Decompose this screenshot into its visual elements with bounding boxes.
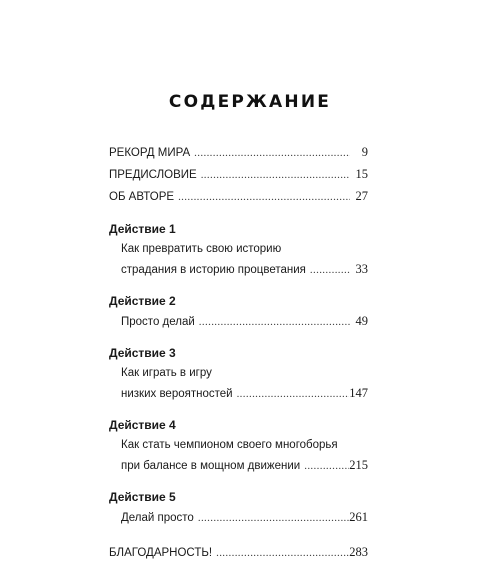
toc-entry-label: РЕКОРД МИРА — [109, 147, 191, 159]
dot-leader — [195, 312, 350, 332]
toc-entry-page: 49 — [355, 314, 368, 328]
table-of-contents — [109, 141, 368, 563]
act-line-text: Делай просто — [121, 512, 194, 524]
toc-act-3[interactable] — [109, 343, 368, 403]
toc-entry-page: 283 — [349, 545, 368, 559]
act-line — [109, 239, 368, 259]
toc-entry-page: 9 — [361, 145, 368, 159]
act-line-with-page — [109, 507, 368, 527]
dot-leader — [212, 542, 349, 564]
dot-leader — [197, 164, 350, 186]
toc-act-4[interactable] — [109, 415, 368, 475]
act-line-text: при балансе в мощном движении — [121, 460, 301, 472]
toc-entry-page: 27 — [355, 189, 368, 203]
page-title: СОДЕРЖАНИЕ — [168, 92, 332, 112]
act-line-text: Просто делай — [121, 316, 195, 328]
act-heading: Действие 4 — [109, 418, 176, 432]
act-heading: Действие 2 — [109, 294, 176, 308]
toc-entry-page: 261 — [349, 510, 368, 524]
dot-leader — [233, 384, 350, 404]
dot-leader — [306, 260, 350, 280]
toc-entry-page: 215 — [349, 458, 368, 472]
act-line — [109, 435, 368, 455]
toc-entry-preface[interactable] — [109, 163, 368, 185]
toc-entry-label: ПРЕДИСЛОВИЕ — [109, 169, 197, 181]
toc-entry-page: 147 — [349, 386, 368, 400]
act-line-text: низких вероятностей — [121, 388, 233, 400]
toc-act-1[interactable] — [109, 219, 368, 279]
dot-leader — [174, 186, 350, 208]
toc-entry-label: БЛАГОДАРНОСТЬ! — [109, 547, 213, 559]
act-line-text: Как играть в игру — [121, 367, 212, 379]
act-line — [109, 363, 368, 383]
act-line-with-page — [109, 383, 368, 403]
act-line-text: Как превратить свою историю — [121, 243, 282, 255]
toc-entry-gratitude[interactable] — [109, 541, 368, 563]
act-line-with-page — [109, 311, 368, 331]
toc-entry-page: 33 — [355, 262, 368, 276]
act-heading: Действие 1 — [109, 222, 176, 236]
toc-entry-record[interactable] — [109, 141, 368, 163]
dot-leader — [190, 142, 350, 164]
act-line-with-page — [109, 259, 368, 279]
dot-leader — [300, 456, 349, 476]
act-heading: Действие 3 — [109, 346, 176, 360]
act-heading: Действие 5 — [109, 490, 176, 504]
act-line-with-page — [109, 455, 368, 475]
act-line-text: страдания в историю процветания — [121, 264, 306, 276]
toc-entry-label: ОБ АВТОРЕ — [109, 191, 175, 203]
toc-act-5[interactable] — [109, 487, 368, 527]
toc-entry-page: 15 — [355, 167, 368, 181]
dot-leader — [194, 508, 349, 528]
toc-entry-about-author[interactable] — [109, 185, 368, 207]
act-line-text: Как стать чемпионом своего многоборья — [121, 439, 338, 451]
toc-act-2[interactable] — [109, 291, 368, 331]
